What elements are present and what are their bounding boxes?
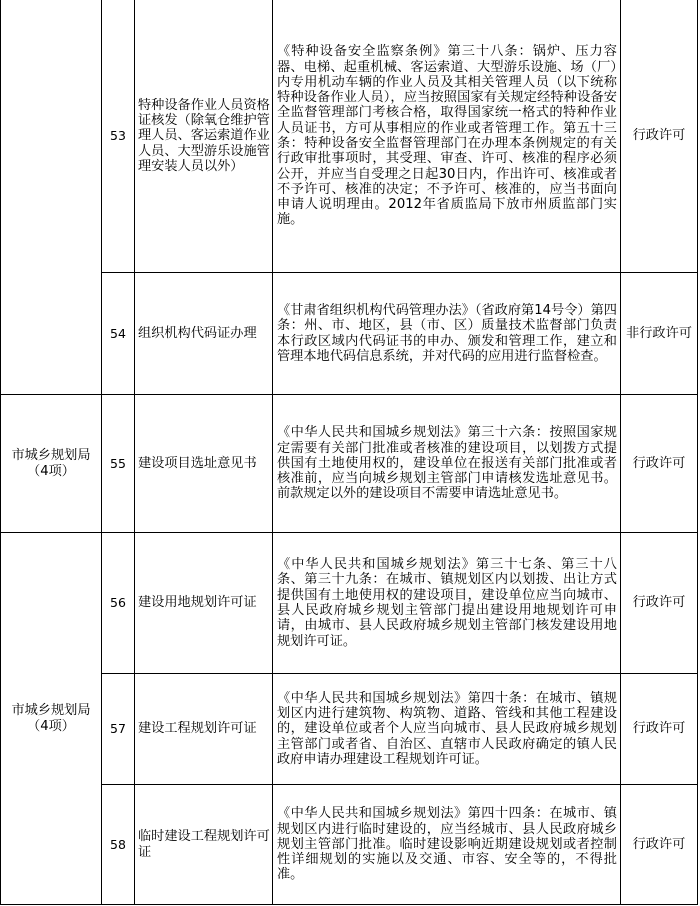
department-cell: 市城乡规划局（4项） [1,533,102,905]
item-number: 55 [102,395,135,533]
item-number: 56 [102,533,135,674]
item-name: 建设用地规划许可证 [135,533,273,674]
table-row [1,273,698,395]
legal-basis: 《中华人民共和国城乡规划法》第三十六条：按照国家规定需要有关部门批准或者核准的建设项目，以划拨方式提供国有土地使用权的，建设单位在报送有关部门批准或者核准前，应当向城乡规划主管部门申请核发选址意见书。前款规定以外的建设项目不需要申请选址意见书。 [273,395,621,533]
table-row [1,674,698,785]
table-row [1,395,698,533]
item-type: 非行政许可 [621,273,698,395]
table-row [1,0,698,273]
item-type: 行政许可 [621,395,698,533]
item-type: 行政许可 [621,785,698,905]
table-row [1,785,698,905]
department-cell: 市城乡规划局（4项） [1,395,102,533]
legal-basis: 《甘肃省组织机构代码管理办法》（省政府第14号令）第四条：州、市、地区，县（市、区）质量技术监督部门负责本行政区域内代码证书的申办、颁发和管理工作，建立和管理本地代码信息系统，并对代码的应用进行监督检查。 [273,273,621,395]
legal-basis: 《中华人民共和国城乡规划法》第四十条：在城市、镇规划区内进行建筑物、构筑物、道路、管线和其他工程建设的，建设单位或者个人应当向城市、县人民政府城乡规划主管部门或者省、自治区、直辖市人民政府确定的镇人民政府申请办理建设工程规划许可证。 [273,674,621,785]
item-name: 建设项目选址意见书 [135,395,273,533]
legal-basis: 《中华人民共和国城乡规划法》第三十七条、第三十八条、第三十九条：在城市、镇规划区内以划拨、出让方式提供国有土地使用权的建设项目，建设单位应当向城市、县人民政府城乡规划主管部门提出建设用地规划许可申请，由城市、县人民政府城乡规划主管部门核发建设用地规划许可证。 [273,533,621,674]
legal-basis: 《特种设备安全监察条例》第三十八条：锅炉、压力容器、电梯、起重机械、客运索道、大型游乐设施、场（厂）内专用机动车辆的作业人员及其相关管理人员（以下统称特种设备作业人员），应当按照国家有关规定经特种设备安全监督管理部门考核合格，取得国家统一格式的特种作业人员证书，方可从事相应的作业或者管理工作。第五十三条：特种设备安全监督管理部门在办理本条例规定的有关行政审批事项时，其受理、审查、许可、核准的程序必须公开，并应当自受理之日起30日内，作出许可、核准或者不予许可、核准的决定；不予许可、核准的，应当书面向申请人说明理由。2012年省质监局下放市州质监部门实施。 [273,0,621,273]
item-type: 行政许可 [621,0,698,273]
item-name: 建设工程规划许可证 [135,674,273,785]
item-number: 58 [102,785,135,905]
item-name: 临时建设工程规划许可证 [135,785,273,905]
item-number: 57 [102,674,135,785]
table-row [1,533,698,674]
item-type: 行政许可 [621,674,698,785]
item-number: 54 [102,273,135,395]
item-name: 组织机构代码证办理 [135,273,273,395]
item-name: 特种设备作业人员资格证核发（除氧仓维护管理人员、客运索道作业人员、大型游乐设施管理安装人员以外） [135,0,273,273]
item-type: 行政许可 [621,533,698,674]
item-number: 53 [102,0,135,273]
department-cell [1,0,102,395]
legal-basis: 《中华人民共和国城乡规划法》第四十四条：在城市、镇规划区内进行临时建设的，应当经城市、县人民政府城乡规划主管部门批准。临时建设影响近期建设规划或者控制性详细规划的实施以及交通、市容、安全等的，不得批准。 [273,785,621,905]
